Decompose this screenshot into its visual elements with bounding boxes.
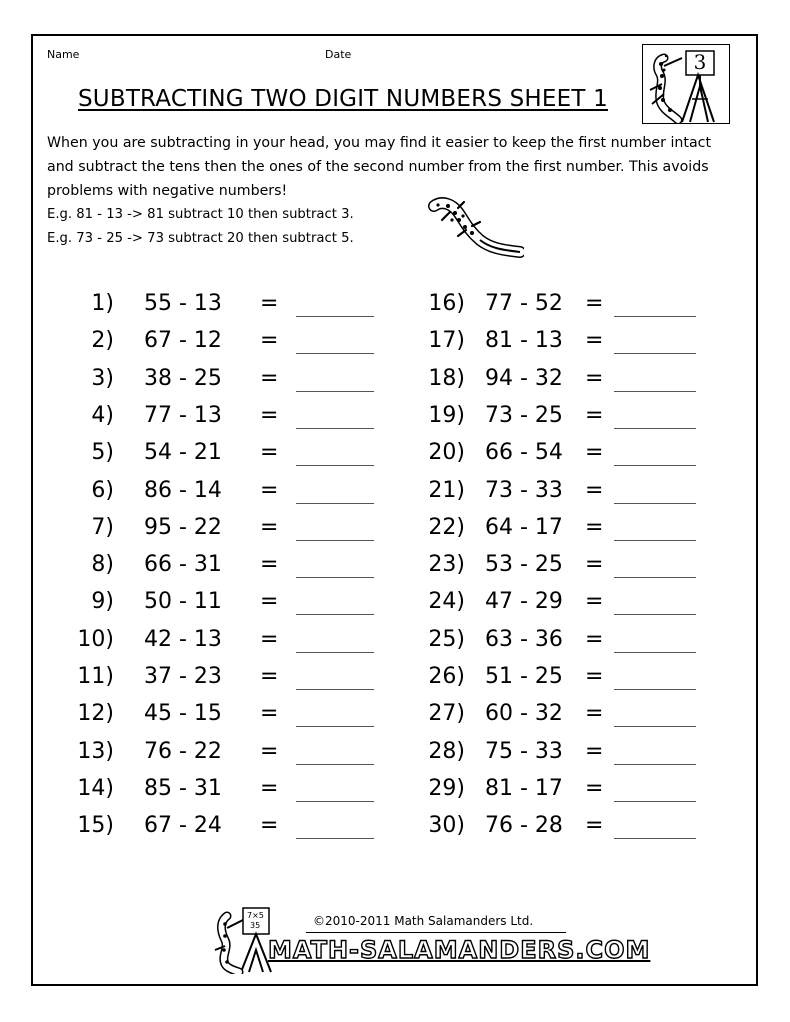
- problem-row: [0, 737, 790, 767]
- problem-number: 14): [77, 775, 114, 801]
- answer-blank[interactable]: [614, 652, 696, 653]
- equals-sign: =: [585, 328, 604, 354]
- problem-number: 5): [91, 440, 114, 466]
- problem-row: [0, 587, 790, 617]
- grade-badge: 3: [693, 50, 707, 74]
- answer-blank[interactable]: [614, 503, 696, 504]
- equals-sign: =: [260, 514, 279, 540]
- problem-expression: 86 - 14: [144, 477, 222, 503]
- problem-number: 17): [428, 328, 465, 354]
- problem-expression: 42 - 13: [144, 626, 222, 652]
- equals-sign: =: [260, 365, 279, 391]
- equals-sign: =: [260, 328, 279, 354]
- problem-number: 16): [428, 291, 465, 316]
- equals-sign: =: [585, 440, 604, 466]
- problem-row: [0, 364, 790, 394]
- problem-expression: 66 - 31: [144, 552, 222, 578]
- problem-number: 7): [91, 514, 114, 540]
- footer-divider: [306, 932, 566, 933]
- problem-number: 12): [77, 701, 114, 727]
- problem-row: [0, 401, 790, 431]
- equals-sign: =: [585, 775, 604, 801]
- problem-expression: 45 - 15: [144, 701, 222, 727]
- problem-expression: 67 - 12: [144, 328, 222, 354]
- problem-number: 4): [91, 402, 114, 428]
- answer-blank[interactable]: [614, 428, 696, 429]
- equals-sign: =: [585, 738, 604, 764]
- problem-expression: 95 - 22: [144, 514, 222, 540]
- problem-number: 28): [428, 738, 465, 764]
- problem-row: [0, 438, 790, 468]
- problem-row: [0, 662, 790, 692]
- answer-blank[interactable]: [614, 764, 696, 765]
- problem-expression: 76 - 22: [144, 738, 222, 764]
- equals-sign: =: [585, 402, 604, 428]
- name-label: Name: [47, 48, 80, 61]
- equals-sign: =: [260, 775, 279, 801]
- problem-number: 15): [77, 813, 114, 839]
- equals-sign: =: [585, 626, 604, 652]
- copyright-text: ©2010-2011 Math Salamanders Ltd.: [313, 914, 534, 928]
- board-text-top: 7×5: [247, 911, 264, 920]
- answer-blank[interactable]: [614, 614, 696, 615]
- problem-expression: 85 - 31: [144, 775, 222, 801]
- problem-number: 25): [428, 626, 465, 652]
- problem-number: 1): [91, 291, 114, 316]
- problem-number: 3): [91, 365, 114, 391]
- problem-expression: 51 - 25: [485, 664, 563, 689]
- problem-number: 27): [428, 701, 465, 727]
- equals-sign: =: [585, 813, 604, 839]
- problem-row: [0, 774, 790, 804]
- problem-number: 22): [428, 514, 465, 540]
- site-link[interactable]: MATH-SALAMANDERS.COM: [268, 936, 651, 964]
- problem-expression: 63 - 36: [485, 626, 563, 652]
- intro-line-2: and subtract the tens then the ones of the second number from the first number. This avoids: [47, 159, 709, 175]
- equals-sign: =: [260, 664, 279, 689]
- intro-line-1: When you are subtracting in your head, you may find it easier to keep the first number intact: [47, 135, 712, 151]
- answer-blank[interactable]: [614, 391, 696, 392]
- board-text-bottom: 35: [250, 921, 261, 930]
- equals-sign: =: [260, 813, 279, 839]
- equals-sign: =: [260, 701, 279, 727]
- equals-sign: =: [585, 664, 604, 689]
- problem-expression: 66 - 54: [485, 440, 563, 466]
- problem-row: [0, 326, 790, 356]
- equals-sign: =: [585, 291, 604, 316]
- page-title: SUBTRACTING TWO DIGIT NUMBERS SHEET 1: [78, 86, 608, 112]
- answer-blank[interactable]: [614, 838, 696, 839]
- answer-blank[interactable]: [614, 577, 696, 578]
- equals-sign: =: [260, 477, 279, 503]
- problem-row: [0, 289, 790, 319]
- equals-sign: =: [585, 589, 604, 615]
- answer-blank[interactable]: [614, 689, 696, 690]
- problem-expression: 81 - 13: [485, 328, 563, 354]
- problem-row: [0, 699, 790, 729]
- problem-number: 13): [77, 738, 114, 764]
- problem-number: 23): [428, 552, 465, 578]
- problem-row: [0, 550, 790, 580]
- problem-number: 18): [428, 365, 465, 391]
- problem-number: 10): [77, 626, 114, 652]
- equals-sign: =: [585, 552, 604, 578]
- problem-number: 20): [428, 440, 465, 466]
- problem-number: 24): [428, 589, 465, 615]
- equals-sign: =: [260, 626, 279, 652]
- example-1: E.g. 81 - 13 -> 81 subtract 10 then subtract 3.: [47, 207, 354, 222]
- problem-expression: 55 - 13: [144, 291, 222, 316]
- problem-number: 19): [428, 402, 465, 428]
- problem-expression: 37 - 23: [144, 664, 222, 689]
- equals-sign: =: [585, 365, 604, 391]
- problem-expression: 73 - 25: [485, 402, 563, 428]
- salamander-blackboard-logo-icon: [213, 906, 273, 974]
- problem-expression: 67 - 24: [144, 813, 222, 839]
- problem-number: 2): [91, 328, 114, 354]
- problem-row: [0, 811, 790, 841]
- problem-row: [0, 625, 790, 655]
- answer-blank[interactable]: [614, 540, 696, 541]
- problem-number: 30): [428, 813, 465, 839]
- equals-sign: =: [585, 514, 604, 540]
- salamander-easel-logo-icon: [642, 44, 730, 124]
- problem-expression: 50 - 11: [144, 589, 222, 615]
- problem-number: 26): [428, 664, 465, 689]
- problem-expression: 60 - 32: [485, 701, 563, 727]
- equals-sign: =: [585, 477, 604, 503]
- problem-number: 6): [91, 477, 114, 503]
- problem-expression: 54 - 21: [144, 440, 222, 466]
- problem-number: 8): [91, 552, 114, 578]
- equals-sign: =: [260, 402, 279, 428]
- problem-number: 9): [91, 589, 114, 615]
- problem-expression: 47 - 29: [485, 589, 563, 615]
- problem-expression: 64 - 17: [485, 514, 563, 540]
- equals-sign: =: [260, 589, 279, 615]
- problem-row: [0, 513, 790, 543]
- problem-expression: 38 - 25: [144, 365, 222, 391]
- equals-sign: =: [260, 552, 279, 578]
- equals-sign: =: [260, 440, 279, 466]
- example-2: E.g. 73 - 25 -> 73 subtract 20 then subtract 5.: [47, 231, 354, 246]
- answer-blank[interactable]: [614, 316, 696, 317]
- problem-expression: 73 - 33: [485, 477, 563, 503]
- problem-expression: 77 - 13: [144, 402, 222, 428]
- salamander-icon: [428, 196, 524, 258]
- problem-expression: 53 - 25: [485, 552, 563, 578]
- problem-number: 29): [428, 775, 465, 801]
- problem-expression: 76 - 28: [485, 813, 563, 839]
- equals-sign: =: [260, 738, 279, 764]
- problem-expression: 94 - 32: [485, 365, 563, 391]
- equals-sign: =: [585, 701, 604, 727]
- answer-blank[interactable]: [614, 353, 696, 354]
- answer-blank[interactable]: [614, 801, 696, 802]
- answer-blank[interactable]: [614, 465, 696, 466]
- problem-row: [0, 476, 790, 506]
- date-label: Date: [325, 48, 352, 61]
- equals-sign: =: [260, 291, 279, 316]
- problem-number: 11): [77, 664, 114, 689]
- problem-number: 21): [428, 477, 465, 503]
- problem-expression: 75 - 33: [485, 738, 563, 764]
- answer-blank[interactable]: [614, 726, 696, 727]
- intro-line-3: problems with negative numbers!: [47, 183, 288, 199]
- problem-expression: 81 - 17: [485, 775, 563, 801]
- problem-expression: 77 - 52: [485, 291, 563, 316]
